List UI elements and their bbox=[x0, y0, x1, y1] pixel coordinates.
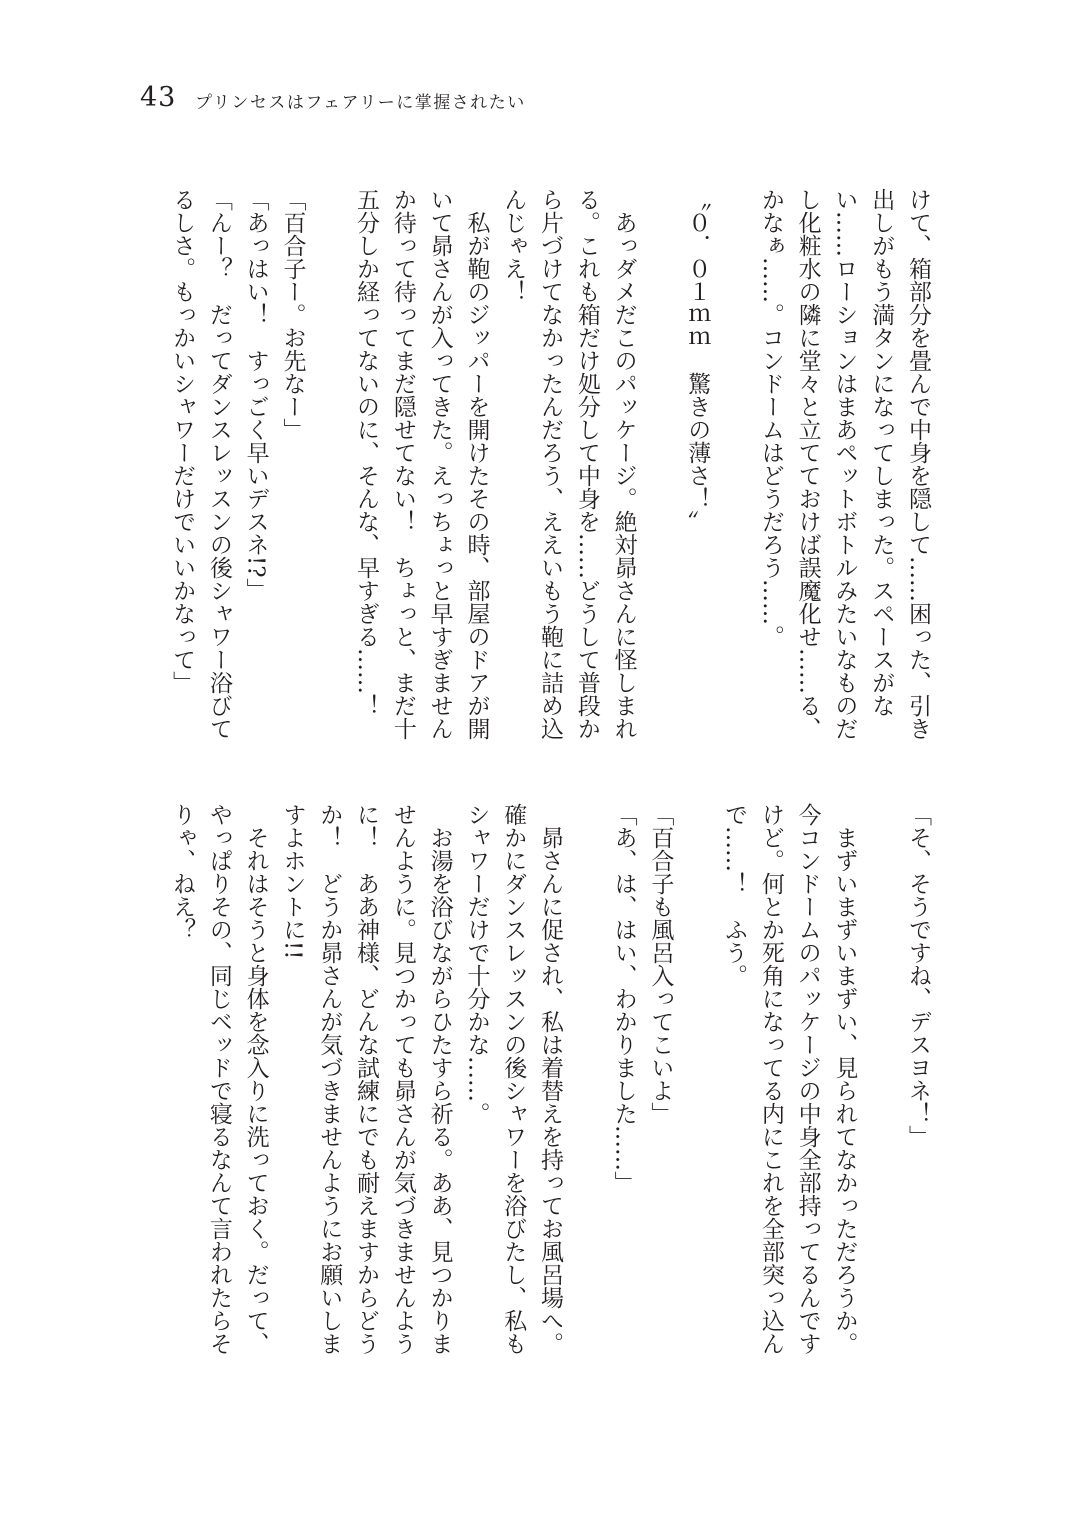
text-line: それはそうと身体を念入りに洗っておく。だって、 bbox=[242, 803, 269, 1355]
text-line: やっぱりその、同じベッドで寝るなんて言われたらそ bbox=[205, 803, 232, 1355]
text-block-top bbox=[163, 188, 936, 758]
text-line: まずいまずいまずい、見られてなかっただろうか。 bbox=[831, 803, 858, 1355]
page-number: 43 bbox=[140, 82, 177, 113]
text-line: るしさ。もっかいシャワーだけでいいかなって」 bbox=[169, 188, 196, 694]
text-line: し化粧水の隣に堂々と立てておけば誤魔化せ……る、 bbox=[794, 188, 821, 740]
text-line: い……ローションはまあペットボトルみたいなものだ bbox=[831, 188, 858, 740]
text-line: シャワーだけで十分かな……。 bbox=[463, 803, 490, 1125]
text-line: る。これも箱だけ処分して中身を……どうして普段か bbox=[573, 188, 600, 740]
text-line: お湯を浴びながらひたすら祈る。ああ、見つかりま bbox=[426, 803, 453, 1355]
text-line: 確かにダンスレッスンの後シャワーを浴びたし、私も bbox=[500, 803, 527, 1355]
text-line: 「あ、は、はい、わかりました……」 bbox=[610, 803, 637, 1194]
text-line: 昴さんに促され、私は着替えを持ってお風呂場へ。 bbox=[537, 803, 564, 1355]
text-line: か待って待ってまだ隠せてない！ ちょっと、まだ十 bbox=[389, 188, 416, 740]
text-line: 「んー？ だってダンスレッスンの後シャワー浴びて bbox=[205, 188, 232, 740]
text-line: けて、箱部分を畳んで中身を隠して……困った、引き bbox=[905, 188, 931, 740]
text-line: んじゃえ！ bbox=[500, 188, 527, 303]
text-line: あっダメだこのパッケージ。絶対昴さんに怪しまれ bbox=[610, 188, 637, 740]
text-line: 「そ、そうですね、デスヨネ！」 bbox=[905, 803, 931, 1148]
text-block-bottom bbox=[163, 803, 936, 1373]
text-line: けど。何とか死角になってる内にこれを全部突っ込ん bbox=[757, 803, 784, 1355]
text-line: 「あっはい！ すっごく早いデスネ!?」 bbox=[242, 188, 269, 601]
blank-line bbox=[310, 188, 347, 758]
text-line: いて昴さんが入ってきた。えっちょっと早すぎません bbox=[426, 188, 453, 740]
text-line: 五分しか経ってないのに、そんな、早すぎる……！ bbox=[353, 188, 380, 717]
text-line: 「百合子も風呂入ってこいよ」 bbox=[647, 803, 674, 1125]
text-line: ら片づけてなかったんだろう、ええいもう鞄に詰め込 bbox=[537, 188, 564, 740]
text-line: 今コンドームのパッケージの中身全部持ってるんです bbox=[794, 803, 821, 1355]
running-title: プリンセスはフェアリーに掌握されたい bbox=[195, 93, 526, 113]
text-line: せんように。見つかっても昴さんが気づきませんよう bbox=[389, 803, 416, 1355]
text-line: に！ ああ神様、どんな試練にでも耐えますからどう bbox=[353, 803, 380, 1355]
text-line: 私が鞄のジッパーを開けたその時、部屋のドアが開 bbox=[463, 188, 490, 740]
text-line: か！ どうか昴さんが気づきませんようにお願いしま bbox=[316, 803, 343, 1355]
text-line: 〝０．０１ｍｍ 驚きの薄さ！〟 bbox=[684, 188, 711, 533]
text-line: で……！ ふう。 bbox=[721, 803, 748, 987]
text-line: かなぁ……。コンドームはどうだろう……。 bbox=[757, 188, 784, 648]
blank-line bbox=[862, 803, 899, 1373]
text-line: 出しがもう満タンになってしまった。スペースがな bbox=[868, 188, 895, 717]
blank-line bbox=[568, 803, 605, 1373]
blank-line bbox=[642, 188, 679, 758]
blank-line bbox=[678, 803, 715, 1373]
blank-line bbox=[715, 188, 752, 758]
text-line: すよホントに!! bbox=[279, 803, 306, 960]
text-line: 「百合子ー。お先なー」 bbox=[279, 188, 306, 441]
text-line: りゃ、ねえ？ bbox=[169, 803, 196, 941]
